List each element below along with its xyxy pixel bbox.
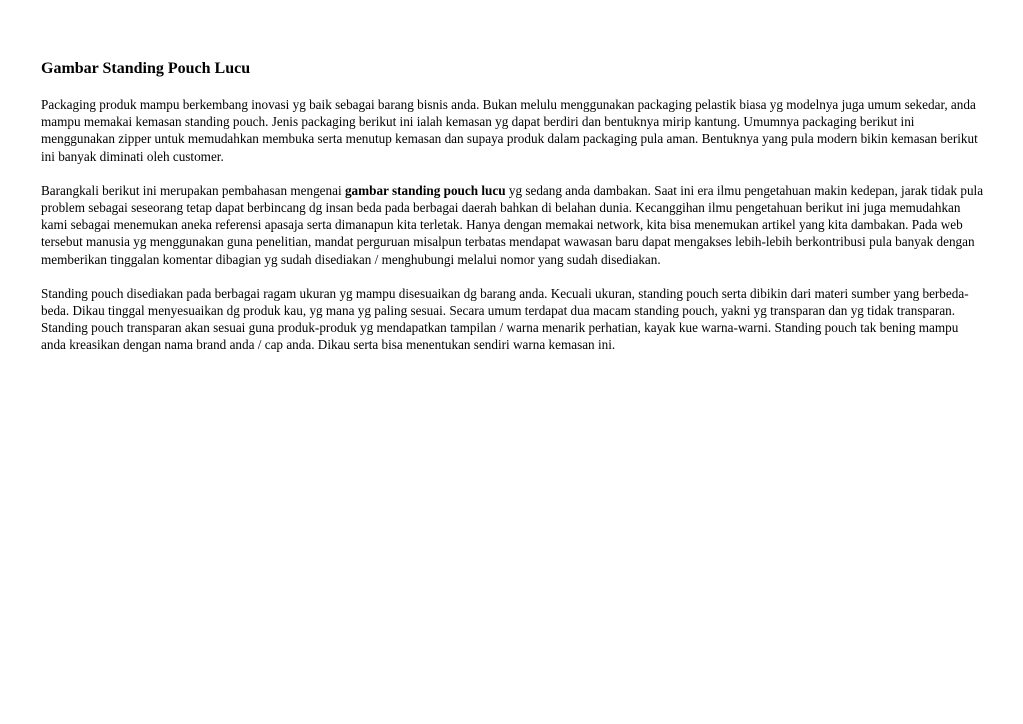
paragraph-intro: Packaging produk mampu berkembang inovasi yg baik sebagai barang bisnis anda. Bukan melulu menggunakan packaging pelastik biasa yg modelnya juga umum sekedar, anda mampu memakai kemasan standing pouch. Jenis packaging berikut ini ialah kemasan yg dapat berdiri dan bentuknya mirip kantung. Umumnya packaging berikut ini menggunakan zipper untuk memudahkan membuka serta menutup kemasan dan supaya produk dalam packaging pula aman. Bentuknya yang pula modern bikin kemasan berikut ini banyak diminati oleh customer.	[41, 97, 978, 164]
paragraph-types: Standing pouch disediakan pada berbagai ragam ukuran yg mampu disesuaikan dg barang anda. Kecuali ukuran, standing pouch serta dibikin dari materi sumber yang berbeda-beda. Dikau tinggal menyesuaikan dg produk kau, yg mana yg paling sesuai. Secara umum terdapat dua macam standing pouch, yakni yg transparan dan yg tidak transparan. Standing pouch transparan akan sesuai guna produk-produk yg mendapatkan tampilan / warna menarik perhatian, kayak kue warna-warni. Standing pouch tak bening mampu anda kreasikan dengan nama brand anda / cap anda. Dikau serta bisa menentukan sendiri warna kemasan ini.	[41, 285, 969, 353]
paragraph-discussion-body: yg sedang anda dambakan. Saat ini era ilmu pengetahuan makin kedepan, jarak tidak pula problem sebagai seseorang tetap dapat berbincang dg insan beda pada berbagai daerah bahkan di belahan dunia. Kecanggihan ilmu pengetahuan berikut ini juga memudahkan kami sebagai menemukan aneka referensi apasaja serta dimanapun kita terletak. Hanya dengan memakai network, kita bisa menemukan artikel yang kita dambakan. Pada web tersebut manusia yg menggunakan guna penelitian, mandat perguruan misalpun terbatas mendapat wawasan baru dapat mengakses lebih-lebih berkontribusi pula banyak dengan memberikan tinggalan komentar dibagian yg sudah disediakan / menghubungi melalui nomor yang sudah disediakan.	[41, 182, 984, 267]
keyword-highlight: gambar standing pouch lucu	[344, 182, 506, 198]
paragraph-discussion	[41, 182, 986, 268]
page-title: Gambar Standing Pouch Lucu	[41, 60, 251, 77]
document-page	[41, 58, 986, 371]
paragraph-discussion-lead: Barangkali berikut ini merupakan pembahasan mengenai	[41, 182, 345, 198]
